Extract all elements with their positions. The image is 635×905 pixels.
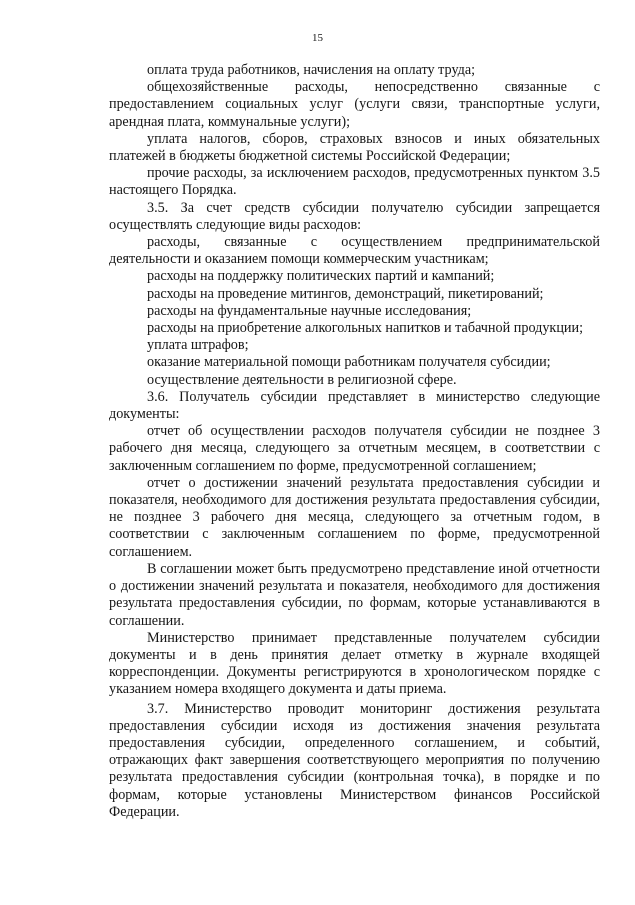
paragraph: осуществление деятельности в религиозной сфере. xyxy=(147,371,457,388)
document-body xyxy=(109,62,600,821)
section-3-6-paragraph: 3.6. Получатель субсидии представляет в министерство следующие документы: xyxy=(109,388,600,423)
paragraph: оказание материальной помощи работникам получателя субсидии; xyxy=(147,354,551,371)
paragraph: расходы на фундаментальные научные исследования; xyxy=(147,302,472,319)
page-number: 15 xyxy=(312,32,323,44)
paragraph: расходы на приобретение алкогольных напитков и табачной продукции; xyxy=(147,320,584,337)
paragraph: В соглашении может быть предусмотрено представление иной отчетности о достижении значений результата и показателя, необходимого для достижения результата предоставления субсидии, по формам, которые устанавливаются в соглашении. xyxy=(109,560,600,629)
section-3-5-paragraph: 3.5. За счет средств субсидии получателю субсидии запрещается осуществлять следующие виды расходов: xyxy=(109,199,600,233)
paragraph: расходы, связанные с осуществлением предпринимательской деятельности и оказанием помощи коммерческим участникам; xyxy=(109,234,600,268)
paragraph: прочие расходы, за исключением расходов, предусмотренных пунктом 3.5 настоящего Порядка. xyxy=(109,165,600,199)
paragraph: общехозяйственные расходы, непосредственно связанные с предоставлением социальных услуг (услуги связи, транспортные услуги, арендная плата, коммунальные услуги); xyxy=(109,79,600,130)
section-3-7-paragraph: 3.7. Министерство проводит мониторинг достижения результата предоставления субсидии исходя из достижения значения результата предоставления субсидии, определенного соглашением, и событий, отражающих факт завершения соответствующего мероприятия по получению результата предоставления субсидии (контрольная точка), в порядке и по формам, которые установлены Министерством финансов Российской Федерации. xyxy=(109,700,600,820)
paragraph: расходы на проведение митингов, демонстраций, пикетирований; xyxy=(147,285,544,302)
paragraph: оплата труда работников, начисления на оплату труда; xyxy=(147,62,476,78)
paragraph: отчет о достижении значений результата предоставления субсидии и показателя, необходимого для достижения результата предоставления субсидии, не позднее 3 рабочего дня месяца, следующего за отчетным годом, в соответствии с заключенным соглашением по форме, предусмотренной соглашением. xyxy=(109,474,600,560)
paragraph: расходы на поддержку политических партий и кампаний; xyxy=(147,268,495,285)
paragraph: уплата налогов, сборов, страховых взносов и иных обязательных платежей в бюджеты бюджетной системы Российской Федерации; xyxy=(109,130,600,165)
paragraph: уплата штрафов; xyxy=(147,337,249,354)
paragraph: отчет об осуществлении расходов получателя субсидии не позднее 3 рабочего дня месяца, следующего за отчетным месяцем, в соответствии с заключенным соглашением по форме, предусмотренной соглашением; xyxy=(109,423,600,474)
paragraph: Министерство принимает представленные получателем субсидии документы и в день принятия делает отметку в журнале входящей корреспонденции. Документы регистрируются в хронологическом порядке с указанием номера входящего документа и даты приема. xyxy=(109,629,600,698)
